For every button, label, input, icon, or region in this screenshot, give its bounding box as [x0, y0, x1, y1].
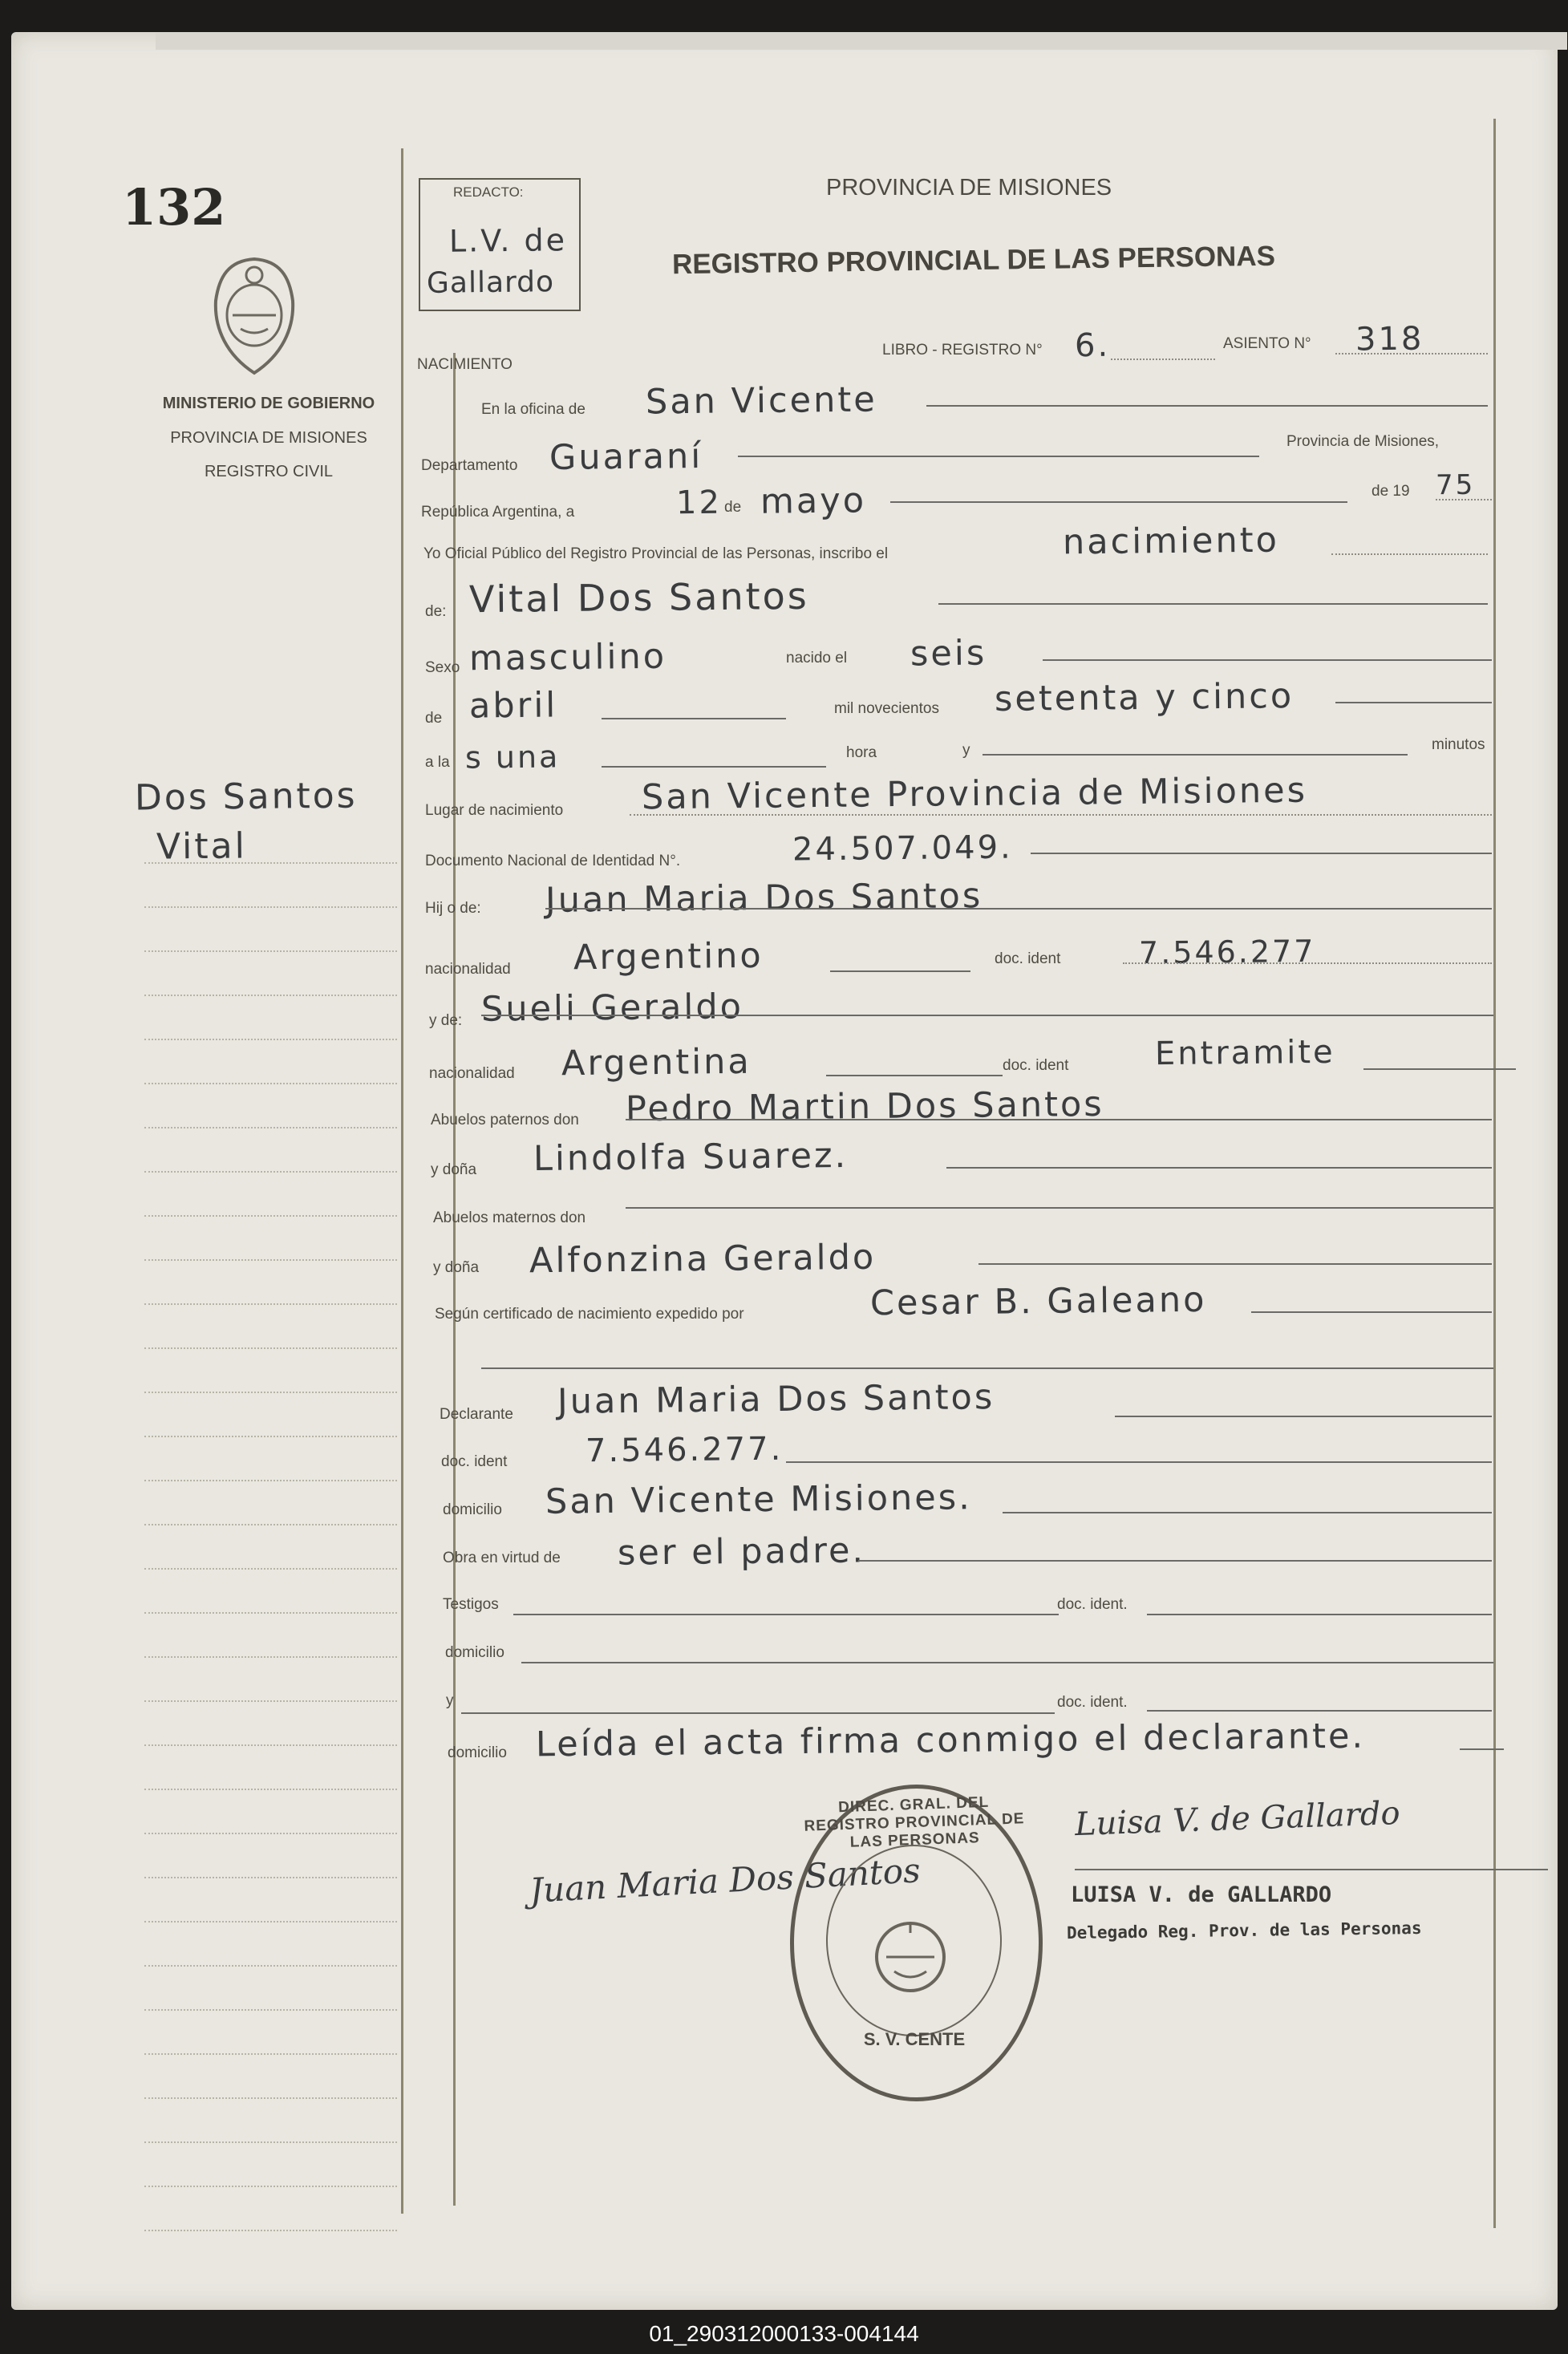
- margin-rule: [144, 1392, 397, 1393]
- leida-value: Leída el acta firma conmigo el declarante.: [535, 1716, 1366, 1765]
- signature-line: [1075, 1869, 1548, 1870]
- margin-rule: [144, 1877, 397, 1878]
- margin-rule: [144, 2141, 397, 2143]
- declarante-value: Juan Maria Dos Santos: [557, 1377, 995, 1422]
- redacto-label: REDACTO:: [453, 184, 524, 200]
- acto-value: nacimiento: [1062, 520, 1280, 563]
- stamp-inner-text: S. V. CENTE: [863, 2029, 966, 2049]
- underline: [1251, 1311, 1492, 1313]
- dotted-line: [1123, 962, 1492, 964]
- nacionalidad1-label: nacionalidad: [425, 961, 511, 978]
- underline: [461, 1712, 1055, 1714]
- margin-rule: [144, 2097, 397, 2099]
- nacimiento-label: NACIMIENTO: [417, 356, 513, 373]
- docid2-value: Entramite: [1154, 1033, 1335, 1073]
- docid1-label: doc. ident: [995, 950, 1061, 967]
- margin-rule: [144, 1171, 397, 1173]
- dia-nac-value: seis: [910, 633, 987, 675]
- provincia-header: PROVINCIA DE MISIONES: [826, 175, 1112, 201]
- redacto-line2: Gallardo: [426, 265, 555, 300]
- underline: [926, 405, 1488, 407]
- hora-value: s una: [464, 739, 561, 776]
- asiento-value: 318: [1355, 320, 1424, 359]
- obra-label: Obra en virtud de: [443, 1550, 561, 1566]
- hora-label: hora: [846, 744, 877, 761]
- margin-rule: [144, 995, 397, 996]
- republica-label: República Argentina, a: [421, 504, 575, 521]
- declarante-label: Declarante: [440, 1406, 513, 1423]
- margin-note-surname: Dos Santos: [134, 775, 358, 819]
- y2-label: y: [446, 1692, 454, 1709]
- abuelos-maternos-label: Abuelos maternos don: [433, 1209, 586, 1226]
- docid1-value: 7.546.277: [1138, 933, 1316, 971]
- underline: [481, 1367, 1493, 1369]
- underline: [545, 908, 1492, 910]
- officer-title: Delegado Reg. Prov. de las Personas: [1066, 1918, 1422, 1943]
- margin-rule: [144, 906, 397, 908]
- underline: [858, 1560, 1492, 1562]
- underline: [1043, 659, 1492, 661]
- departamento-value: Guaraní: [549, 436, 703, 478]
- underline: [521, 1662, 1493, 1663]
- margin-rule: [144, 1700, 397, 1702]
- stamp-outer-text: DIREC. GRAL. DEL REGISTRO PROVINCIAL DE LAS PERSONAS: [804, 1793, 1025, 1851]
- abuelo-paterno-value: Pedro Martin Dos Santos: [625, 1084, 1104, 1130]
- de19-label: de 19: [1371, 483, 1410, 500]
- underline: [890, 501, 1347, 503]
- underline: [826, 1075, 1003, 1076]
- underline: [602, 718, 786, 719]
- underline: [1147, 1710, 1492, 1712]
- margin-rule: [144, 2053, 397, 2055]
- de-mes-label: de: [425, 710, 443, 727]
- underline: [1335, 702, 1492, 703]
- docid2-label: doc. ident: [1003, 1057, 1069, 1074]
- dotted-line: [1335, 353, 1488, 355]
- oficina-label: En la oficina de: [481, 401, 585, 418]
- certificado-label: Según certificado de nacimiento expedido por: [435, 1306, 744, 1323]
- stamp-emblem-icon: [862, 1909, 958, 2005]
- margin-rule: [144, 1656, 397, 1658]
- docid3-value: 7.546.277.: [585, 1430, 784, 1470]
- dotted-line: [1331, 553, 1488, 555]
- y-label: y: [962, 742, 970, 759]
- page-number: 132: [122, 178, 226, 237]
- margin-rule: [144, 1083, 397, 1084]
- underline: [946, 1167, 1492, 1169]
- provincia-misiones-label: Provincia de Misiones,: [1286, 433, 1440, 450]
- dotted-line: [1436, 499, 1492, 500]
- form-right-border: [1493, 119, 1496, 2228]
- mes-value: mayo: [760, 480, 867, 522]
- margin-rule: [144, 1347, 397, 1349]
- dotted-line: [630, 814, 1492, 816]
- libro-value: 6.: [1074, 326, 1111, 365]
- underline: [1460, 1748, 1504, 1750]
- image-caption: 01_290312000133-004144: [649, 2321, 919, 2346]
- underline: [830, 970, 970, 972]
- coat-of-arms-icon: [205, 253, 305, 381]
- underline: [786, 1461, 1492, 1463]
- docid4-label: doc. ident.: [1057, 1596, 1128, 1613]
- dotted-line: [1111, 359, 1215, 360]
- oficina-value: San Vicente: [645, 379, 877, 423]
- ministerio-label: MINISTERIO DE GOBIERNO: [162, 395, 375, 412]
- margin-rule: [144, 1612, 397, 1614]
- margin-rule: [144, 1568, 397, 1570]
- underline: [1031, 853, 1492, 854]
- underline: [1115, 1416, 1492, 1417]
- margin-rule: [144, 1965, 397, 1967]
- lugar-label: Lugar de nacimiento: [425, 802, 564, 819]
- departamento-label: Departamento: [421, 457, 518, 474]
- mes-nac-value: abril: [468, 685, 558, 727]
- yde-label: y de:: [429, 1012, 463, 1029]
- margin-note-name: Vital: [156, 825, 248, 868]
- libro-label: LIBRO - REGISTRO N°: [882, 342, 1043, 359]
- form-inner-border: [453, 353, 456, 2206]
- hijo-label: Hij o de:: [425, 900, 481, 917]
- domicilio1-value: San Vicente Misiones.: [545, 1477, 973, 1522]
- registro-header: REGISTRO PROVINCIAL DE LAS PERSONAS: [671, 240, 1276, 281]
- officer-name: LUISA V. de GALLARDO: [1071, 1882, 1332, 1907]
- margin-rule: [144, 1436, 397, 1437]
- margin-rule: [144, 1921, 397, 1923]
- page-edge: [156, 32, 1567, 50]
- nacionalidad1-value: Argentino: [573, 935, 764, 978]
- mil-label: mil novecientos: [834, 700, 939, 717]
- domicilio1-label: domicilio: [443, 1501, 502, 1518]
- underline: [1003, 1512, 1492, 1513]
- sexo-value: masculino: [468, 636, 667, 679]
- margin-rule: [144, 1480, 397, 1481]
- margin-rule: [144, 2186, 397, 2187]
- dni-label: Documento Nacional de Identidad N°.: [425, 853, 681, 869]
- margin-rule: [144, 1303, 397, 1305]
- hora-prefix-label: a la: [425, 754, 450, 771]
- margin-rule: [144, 1789, 397, 1790]
- domicilio3-label: domicilio: [448, 1744, 507, 1761]
- underline: [978, 1263, 1492, 1265]
- padre-value: Juan Maria Dos Santos: [545, 876, 983, 921]
- redacto-line1: L.V. de: [448, 222, 568, 259]
- testigos-label: Testigos: [443, 1596, 499, 1613]
- margin-rule: [144, 2009, 397, 2011]
- registro-civil-label: REGISTRO CIVIL: [204, 463, 334, 480]
- declarante-signature: Juan Maria Dos Santos: [529, 1850, 922, 1910]
- de-label: de: [724, 499, 742, 516]
- margin-rule: [144, 862, 397, 864]
- madre-value: Sueli Geraldo: [480, 987, 744, 1030]
- dni-value: 24.507.049.: [792, 829, 1013, 869]
- nacido-label: nacido el: [786, 650, 848, 666]
- margin-rule: [144, 1215, 397, 1217]
- provincia-left-label: PROVINCIA DE MISIONES: [170, 429, 367, 447]
- abuela-materna-value: Alfonzina Geraldo: [529, 1237, 877, 1282]
- margin-rule: [144, 1744, 397, 1746]
- form-left-border: [401, 148, 403, 2214]
- abuelos-paternos-label: Abuelos paternos don: [431, 1112, 579, 1128]
- underline: [938, 603, 1488, 605]
- margin-rule: [144, 2230, 397, 2231]
- domicilio2-label: domicilio: [445, 1644, 504, 1661]
- lugar-value: San Vicente Provincia de Misiones: [641, 770, 1308, 818]
- underline: [983, 754, 1408, 756]
- asiento-label: ASIENTO N°: [1223, 335, 1311, 352]
- underline: [738, 456, 1259, 457]
- nacionalidad2-label: nacionalidad: [429, 1065, 515, 1082]
- anio-value: 75: [1435, 468, 1476, 502]
- underline: [481, 1015, 1493, 1016]
- docid5-label: doc. ident.: [1057, 1694, 1128, 1711]
- dia-value: 12: [675, 484, 723, 522]
- margin-rule: [144, 1039, 397, 1040]
- nombre-value: Vital Dos Santos: [468, 573, 809, 622]
- underline: [1363, 1068, 1516, 1070]
- docid3-label: doc. ident: [441, 1453, 508, 1470]
- anio-nac-value: setenta y cinco: [994, 676, 1295, 719]
- margin-rule: [144, 1524, 397, 1525]
- ydona1-label: y doña: [431, 1161, 477, 1178]
- underline: [626, 1119, 1492, 1120]
- underline: [602, 766, 826, 768]
- oficial-label: Yo Oficial Público del Registro Provincial de las Personas, inscribo el: [423, 545, 889, 562]
- certificado-value: Cesar B. Galeano: [869, 1279, 1207, 1324]
- minutos-label: minutos: [1432, 736, 1485, 753]
- officer-signature: Luisa V. de Gallardo: [1074, 1794, 1401, 1844]
- nacionalidad2-value: Argentina: [561, 1041, 752, 1084]
- margin-rule: [144, 1127, 397, 1128]
- margin-rule: [144, 1833, 397, 1834]
- underline: [626, 1207, 1493, 1209]
- underline: [513, 1614, 1059, 1615]
- margin-rule: [144, 950, 397, 952]
- obra-value: ser el padre.: [617, 1530, 866, 1574]
- sexo-label: Sexo: [425, 659, 460, 676]
- de-nombre-label: de:: [425, 603, 447, 620]
- ydona2-label: y doña: [433, 1259, 480, 1276]
- margin-rule: [144, 1259, 397, 1261]
- underline: [1147, 1614, 1492, 1615]
- abuela-paterna-value: Lindolfa Suarez.: [533, 1135, 849, 1180]
